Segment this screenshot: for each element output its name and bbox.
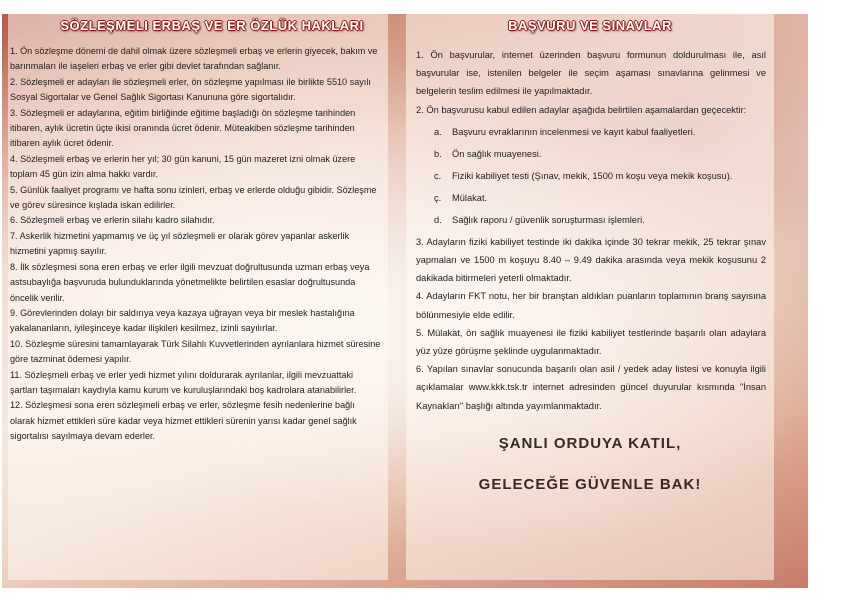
stages-list (416, 121, 766, 231)
rights-item: 4. Sözleşmeli erbaş ve erlerin her yıl; 30 gün kanuni, 15 gün mazeret izni olmak üzere toplam 45 gün izin alma hakkı vardır. (10, 153, 356, 180)
brochure-sheet (2, 14, 808, 588)
stage-text: Başvuru evraklarının incelenmesi ve kayıt kabul faaliyetleri. (452, 126, 696, 137)
rights-item: 6. Sözleşmeli erbaş ve erlerin silahı kadro silahıdır. (10, 215, 215, 226)
application-item: 6. Yapılan sınavlar sonucunda başarılı olan asil / yedek aday listesi ve konuyla ilgili açıklamalar www.kkk.tsk.tr internet adresinden güncel duyurular kısmında "İnsan Kaynakları" başlığı altında yayımlanmaktadır. (416, 364, 766, 411)
rights-item: 8. İlk sözleşmesi sona eren erbaş ve erler ilgili mevzuat doğrultusunda uzman erbaş veya astsubaylığa başvuruda bulunduklarında yönetmelikte belirtilen esaslar doğrultusunda öncelik verilir. (10, 261, 370, 303)
application-title: BAŞVURU VE SINAVLAR (508, 18, 672, 33)
rights-item: 3. Sözleşmeli er adaylarına, eğitim birliğinde eğitime başladığı ön sözleşme tarihinden itibaren, aylık ücretin üçte ikisi oranında ücret ödenir. Müteakiben sözleşme tarihinden itibaren aylık ücret ödenir. (10, 107, 356, 149)
rights-item: 11. Sözleşmeli erbaş ve erler yedi hizmet yılını doldurarak ayrılanlar, ilgili mevzuattaki şartları taşımaları kaydıyla kamu kurum ve kuruluşlarındaki boş kadrolara atanabilirler. (10, 369, 357, 395)
stage-text: Sağlık raporu / güvenlik soruşturması işlemleri. (452, 214, 645, 225)
application-item: 4. Adayların FKT notu, her bir branştan aldıkları puanların toplamının branş sayısına bölünmesiyle elde edilir. (416, 291, 766, 320)
stage-item (434, 165, 766, 187)
application-item: 5. Mülakat, ön sağlık muayenesi ile fiziki kabiliyet testlerinde başarılı olan adaylara yüz yüze görüşme şeklinde uygulanmaktadır. (416, 327, 766, 357)
slogan-line-1: ŞANLI ORDUYA KATIL, (498, 434, 682, 452)
stage-text: Ön sağlık muayenesi. (452, 148, 542, 159)
rights-item: 1. Ön sözleşme dönemi de dahil olmak üzere sözleşmeli erbaş ve erlerin giyecek, bakım ve barınmaları ile iaşeleri erbaş ve erler gibi devlet tarafından sağlanır. (10, 46, 378, 72)
stage-letter: b. (434, 148, 442, 159)
application-column (406, 14, 774, 580)
stage-letter: d. (434, 214, 442, 225)
stages-container (416, 121, 766, 231)
stage-letter: ç. (434, 192, 442, 203)
stage-letter: a. (434, 126, 442, 137)
stage-item (434, 187, 766, 209)
rights-item: 9. Görevlerinden dolayı bir saldırıya veya kazaya uğrayan veya bir meslek hastalığına yakalananların, iyileşinceye kadar ilişkileri kesilmez, izinli sayılırlar. (10, 307, 355, 334)
stage-item (434, 209, 766, 231)
application-item: 1. Ön başvurular, internet üzerinden başvuru formunun doldurulması ile, asıl başvurular ise, istenilen belgeler ile seçim aşaması sınavlarına gelinmesi ve belgelerin teslim edilmesi ile yapılmaktadır. (416, 50, 766, 97)
rights-item: 2. Sözleşmeli er adayları ile sözleşmeli erler, ön sözleşme yapılması ile birlikte 5510 sayılı Sosyal Sigortalar ve Genel Sağlık Sigortası Kanununa göre sigortalıdır. (10, 76, 371, 103)
stage-text: Mülakat. (452, 192, 488, 203)
stage-item (434, 143, 766, 165)
rights-item: 10. Sözleşme süresini tamamlayarak Türk Silahlı Kuvvetlerinden ayrılanlara hizmet süresine göre tazminat ödemesi yapılır. (10, 338, 381, 365)
rights-item: 12. Sözleşmesi sona eren sözleşmeli erbaş ve erler, sözleşme fesih nedenlerine bağlı olarak hizmet ettikleri süre kadar veya hizmet ettikleri sürenin yarısı kadar genel sağlık sigortalısı sayılmaya devam ederler. (10, 400, 357, 442)
slogan-line-2: GELECEĞE GÜVENLE BAK! (478, 475, 702, 493)
stage-letter: c. (434, 170, 442, 181)
application-item: 2. Ön başvurusu kabul edilen adaylar aşağıda belirtilen aşamalardan geçecektir: (416, 104, 747, 115)
rights-item: 7. Askerlik hizmetini yapmamış ve üç yıl sözleşmeli er olarak görev yapanlar askerlik hizmetini yapmış sayılır. (10, 230, 350, 257)
application-list (406, 38, 774, 415)
rights-item: 5. Günlük faaliyet programı ve hafta sonu izinleri, erbaş ve erlerde olduğu gibidir. Sözleşme ve görev süresince kışlada iskan edilirler. (10, 184, 377, 211)
rights-column (8, 14, 388, 580)
rights-title: SÖZLEŞMELI ERBAŞ VE ER ÖZLÜK HAKLARI (60, 18, 364, 33)
application-item: 3. Adayların fiziki kabiliyet testinde iki dakika içinde 30 tekrar mekik, 25 tekrar şınav yapmaları ve 1500 m koşuyu 8.40 – 9.49 dakika arasında veya mekik koşusunu 2 dakikada bitirmeleri yeterli olmaktadır. (416, 236, 766, 284)
stage-text: Fiziki kabiliyet testi (Şınav, mekik, 1500 m koşu veya mekik koşusu). (452, 170, 733, 181)
rights-list (8, 38, 388, 445)
stage-item (434, 121, 766, 143)
